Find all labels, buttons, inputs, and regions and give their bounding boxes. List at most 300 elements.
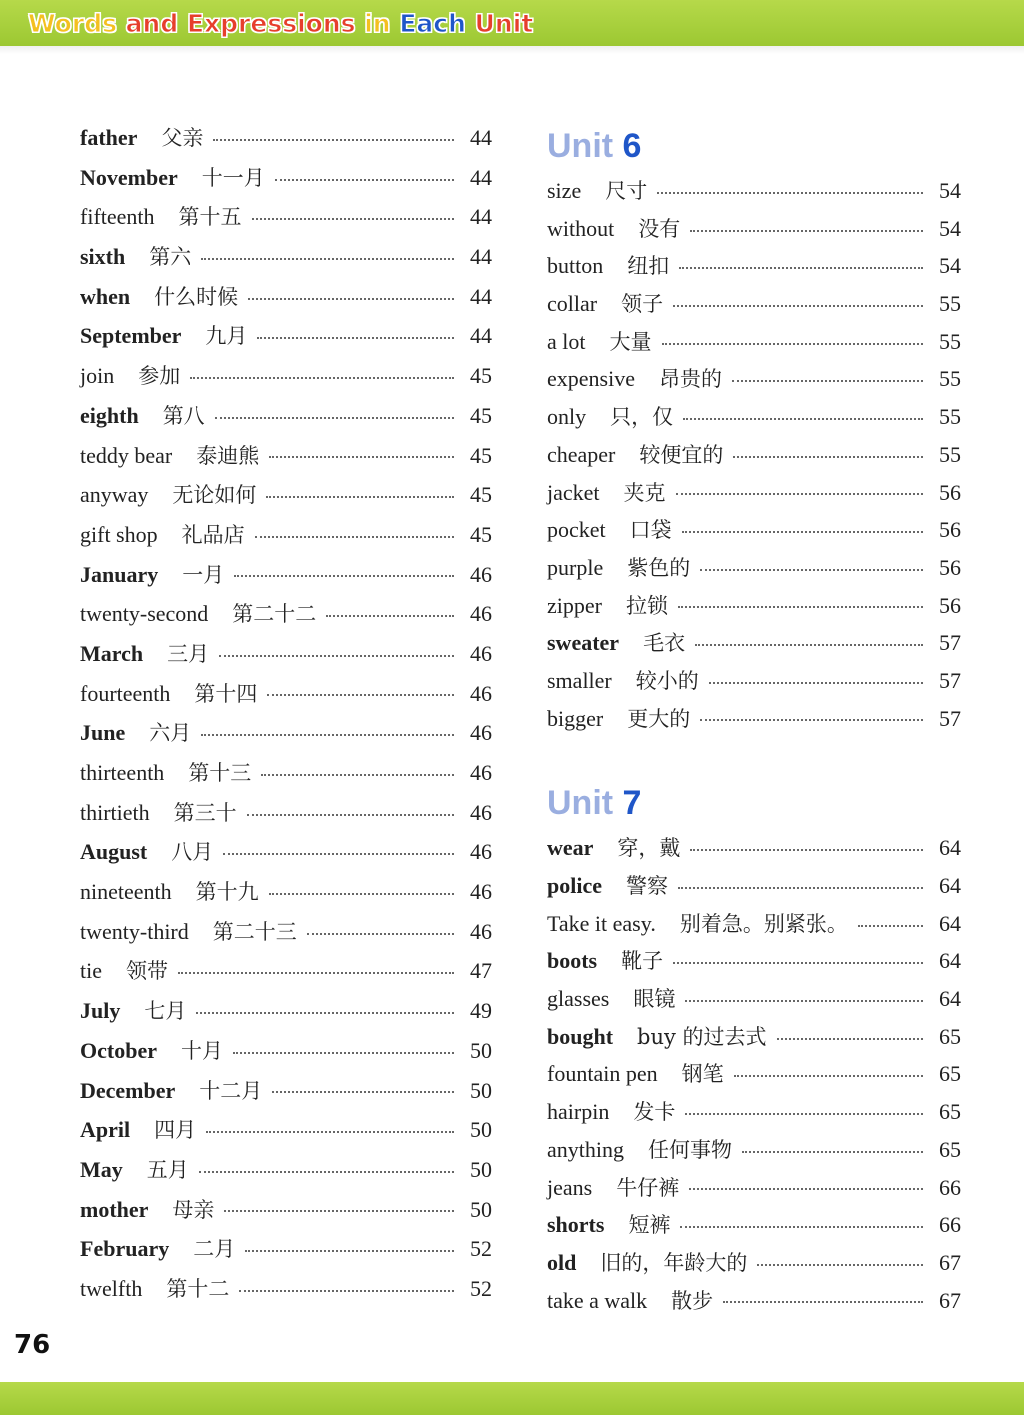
dotted-leader — [662, 343, 924, 345]
chinese-meaning: 四月 — [154, 1118, 197, 1143]
page-ref: 49 — [470, 998, 492, 1024]
dotted-leader — [219, 655, 454, 657]
dotted-leader — [269, 893, 454, 895]
page-ref: 65 — [939, 1136, 961, 1162]
chinese-meaning: 十一月 — [201, 165, 265, 190]
chinese-meaning: 大量 — [609, 329, 652, 354]
page-ref: 46 — [470, 640, 492, 666]
chinese-meaning: 母亲 — [172, 1197, 215, 1222]
english-word: glasses — [547, 986, 610, 1012]
vocab-entry — [547, 1093, 961, 1131]
dotted-leader — [673, 305, 923, 307]
unit-heading-number: 6 — [622, 127, 642, 165]
right-column-list — [547, 120, 961, 1319]
page-ref: 44 — [470, 323, 492, 349]
dotted-leader — [682, 531, 923, 533]
english-word: shorts — [547, 1212, 605, 1238]
english-word: fountain pen — [547, 1061, 658, 1087]
english-word: July — [80, 998, 121, 1024]
dotted-leader — [676, 493, 923, 495]
page-ref: 56 — [939, 479, 961, 505]
english-word: zipper — [547, 592, 602, 618]
dotted-leader — [757, 1264, 923, 1266]
chinese-meaning: 穿，戴 — [617, 836, 681, 861]
vocab-entry — [80, 436, 492, 476]
dotted-leader — [269, 456, 454, 458]
english-word: bought — [547, 1023, 614, 1049]
page-ref: 67 — [939, 1287, 961, 1313]
english-word: twenty-third — [80, 918, 189, 944]
page-ref: 46 — [470, 918, 492, 944]
vocab-entry — [80, 753, 492, 793]
dotted-leader — [777, 1038, 923, 1040]
chinese-meaning: 参加 — [138, 364, 181, 389]
page-ref: 56 — [939, 592, 961, 618]
dotted-leader — [266, 496, 454, 498]
dotted-leader — [683, 418, 923, 420]
chinese-meaning: 昂贵的 — [658, 367, 722, 392]
english-word: September — [80, 323, 182, 349]
chinese-meaning: 更大的 — [627, 706, 691, 731]
header-title-part: Unit — [465, 9, 534, 38]
vocab-entry — [80, 1031, 492, 1071]
header-title-part: Each — [399, 9, 466, 38]
page-ref: 50 — [470, 1156, 492, 1182]
unit-heading — [547, 120, 961, 172]
chinese-meaning: 第十五 — [178, 205, 242, 230]
page-ref: 50 — [470, 1196, 492, 1222]
page-ref: 44 — [470, 125, 492, 150]
english-word: button — [547, 253, 604, 279]
page-ref: 44 — [470, 244, 492, 270]
chinese-meaning: 任何事物 — [648, 1137, 732, 1162]
page-ref: 52 — [470, 1275, 492, 1301]
dotted-leader — [742, 1151, 923, 1153]
english-word: teddy bear — [80, 442, 173, 468]
vocab-entry — [80, 356, 492, 396]
chinese-meaning: 九月 — [205, 324, 248, 349]
vocab-entry — [80, 1190, 492, 1230]
vocab-entry — [80, 1071, 492, 1111]
page-ref: 45 — [470, 442, 492, 468]
dotted-leader — [700, 569, 923, 571]
vocab-entry — [80, 197, 492, 237]
page-ref: 50 — [470, 1037, 492, 1063]
vocab-entry — [547, 624, 961, 662]
english-word: anyway — [80, 482, 149, 508]
dotted-leader — [247, 814, 454, 816]
page-ref: 64 — [939, 873, 961, 898]
page-ref: 55 — [939, 291, 961, 317]
english-word: twenty-second — [80, 601, 209, 627]
vocab-entry — [80, 1269, 492, 1309]
vocab-entry — [80, 158, 492, 198]
chinese-meaning: 二月 — [193, 1237, 236, 1262]
page-ref: 55 — [939, 328, 961, 354]
page-ref: 57 — [939, 705, 961, 731]
chinese-meaning: 没有 — [638, 216, 681, 241]
vocab-entry — [547, 587, 961, 625]
page-ref: 46 — [470, 601, 492, 627]
dotted-leader — [307, 933, 454, 935]
chinese-meaning: 较小的 — [635, 668, 699, 693]
english-word: father — [80, 125, 138, 150]
dotted-leader — [234, 575, 454, 577]
english-word: Take it easy. — [547, 910, 656, 936]
chinese-meaning: 毛衣 — [643, 631, 686, 656]
english-word: February — [80, 1236, 170, 1262]
english-word: mother — [80, 1196, 149, 1222]
chinese-meaning: 泰迪熊 — [196, 443, 260, 468]
dotted-leader — [252, 218, 454, 220]
page-ref: 47 — [470, 958, 492, 984]
chinese-meaning: 第六 — [149, 245, 192, 270]
vocab-entry — [547, 172, 961, 210]
vocab-entry — [547, 323, 961, 361]
english-word: purple — [547, 554, 604, 580]
page-ref: 65 — [939, 1023, 961, 1049]
dotted-leader — [199, 1171, 454, 1173]
english-word: fifteenth — [80, 204, 155, 230]
unit-heading-word: Unit — [547, 784, 614, 823]
vocab-entry — [80, 237, 492, 277]
dotted-leader — [201, 258, 454, 260]
chinese-meaning: 警察 — [626, 874, 668, 898]
english-word: thirteenth — [80, 760, 165, 785]
page-ref: 50 — [470, 1077, 492, 1103]
english-word: October — [80, 1037, 157, 1063]
english-word: size — [547, 178, 582, 203]
dotted-leader — [690, 230, 923, 232]
vocab-entry — [80, 713, 492, 753]
chinese-meaning: 短裤 — [628, 1213, 671, 1238]
footer-band — [0, 1382, 1024, 1415]
vocab-entry — [80, 396, 492, 436]
dotted-leader — [245, 1250, 454, 1252]
vocab-entry — [547, 1018, 961, 1056]
english-word: nineteenth — [80, 879, 172, 905]
english-word: take a walk — [547, 1287, 648, 1313]
page-ref: 67 — [939, 1249, 961, 1275]
vocab-entry — [547, 1206, 961, 1244]
chinese-meaning: 第三十 — [173, 800, 237, 825]
vocab-entry — [80, 1110, 492, 1150]
chinese-meaning: 第八 — [162, 403, 205, 428]
dotted-leader — [723, 1301, 923, 1303]
vocab-entry — [80, 1150, 492, 1190]
chinese-meaning: buy 的过去式 — [637, 1024, 767, 1049]
chinese-meaning: 尺寸 — [605, 179, 648, 203]
english-word: bigger — [547, 705, 604, 731]
chinese-meaning: 散步 — [671, 1288, 714, 1313]
dotted-leader — [213, 139, 454, 141]
english-word: May — [80, 1156, 123, 1182]
vocab-entry — [547, 1244, 961, 1282]
page-ref: 46 — [470, 561, 492, 587]
page-ref: 54 — [939, 253, 961, 279]
page-ref: 65 — [939, 1061, 961, 1087]
page-ref: 44 — [470, 204, 492, 230]
dotted-leader — [657, 192, 923, 194]
unit-heading-number: 7 — [622, 784, 642, 823]
page-ref: 54 — [939, 215, 961, 241]
dotted-leader — [215, 417, 454, 419]
english-word: without — [547, 215, 615, 241]
english-word: smaller — [547, 667, 612, 693]
chinese-meaning: 八月 — [171, 840, 214, 865]
vocab-entry — [80, 475, 492, 515]
english-word: June — [80, 720, 126, 746]
vocab-entry — [80, 634, 492, 674]
english-word: December — [80, 1077, 176, 1103]
vocab-entry — [80, 555, 492, 595]
chinese-meaning: 紫色的 — [627, 555, 691, 580]
vocab-entry — [547, 829, 961, 867]
vocab-entry — [80, 277, 492, 317]
chinese-meaning: 口袋 — [629, 518, 672, 543]
vocab-entry — [547, 360, 961, 398]
chinese-meaning: 领子 — [621, 292, 664, 317]
page-ref: 45 — [470, 521, 492, 547]
english-word: only — [547, 404, 587, 430]
dotted-leader — [680, 1226, 923, 1228]
chinese-meaning: 别着急。别紧张。 — [679, 911, 848, 936]
dotted-leader — [733, 456, 923, 458]
page-ref: 66 — [939, 1174, 961, 1200]
vocab-entry — [547, 474, 961, 512]
header-title-part: Words — [28, 9, 117, 38]
english-word: sweater — [547, 630, 620, 656]
chinese-meaning: 一月 — [182, 562, 225, 587]
english-word: April — [80, 1117, 131, 1143]
dotted-leader — [223, 853, 454, 855]
dotted-leader — [257, 337, 454, 339]
english-word: wear — [547, 835, 594, 861]
page-ref: 57 — [939, 630, 961, 656]
vocab-entry — [547, 1169, 961, 1207]
page-ref: 56 — [939, 554, 961, 580]
vocab-entry — [547, 942, 961, 980]
dotted-leader — [275, 179, 454, 181]
dotted-leader — [224, 1210, 454, 1212]
dotted-leader — [690, 849, 923, 851]
vocab-entry — [80, 793, 492, 833]
vocab-entry — [80, 872, 492, 912]
english-word: pocket — [547, 517, 606, 543]
chinese-meaning: 什么时候 — [154, 284, 239, 309]
dotted-leader — [689, 1188, 923, 1190]
english-word: sixth — [80, 244, 126, 270]
page-ref: 65 — [939, 1099, 961, 1125]
dotted-leader — [678, 606, 923, 608]
dotted-leader — [206, 1131, 454, 1133]
english-word: boots — [547, 948, 598, 974]
dotted-leader — [190, 377, 454, 379]
page-ref: 46 — [470, 720, 492, 746]
english-word: old — [547, 1249, 577, 1275]
page-ref: 54 — [939, 178, 961, 203]
page-ref: 64 — [939, 948, 961, 974]
dotted-leader — [267, 694, 454, 696]
page-ref: 55 — [939, 441, 961, 467]
dotted-leader — [272, 1091, 454, 1093]
chinese-meaning: 夹克 — [623, 480, 666, 505]
dotted-leader — [233, 1052, 454, 1054]
left-column-list — [80, 118, 492, 1309]
dotted-leader — [709, 682, 923, 684]
english-word: jeans — [547, 1174, 593, 1200]
dotted-leader — [858, 925, 923, 927]
chinese-meaning: 发卡 — [633, 1100, 676, 1125]
english-word: March — [80, 640, 144, 666]
header-title-part: and — [116, 9, 187, 38]
english-word: when — [80, 283, 131, 309]
dotted-leader — [679, 267, 923, 269]
chinese-meaning: 旧的，年龄大的 — [600, 1250, 748, 1275]
chinese-meaning: 第二十二 — [232, 602, 317, 627]
chinese-meaning: 第十四 — [194, 681, 258, 706]
dotted-leader — [201, 734, 454, 736]
chinese-meaning: 第二十三 — [212, 919, 297, 944]
dotted-leader — [732, 380, 923, 382]
dotted-leader — [261, 774, 454, 776]
dotted-leader — [239, 1290, 454, 1292]
vocab-entry — [547, 1282, 961, 1320]
page-ref: 64 — [939, 910, 961, 936]
page-ref: 55 — [939, 404, 961, 430]
vocab-entry — [547, 700, 961, 738]
dotted-leader — [196, 1012, 454, 1014]
chinese-meaning: 无论如何 — [172, 483, 257, 508]
vocab-entry — [80, 594, 492, 634]
page-number: 76 — [14, 1330, 51, 1360]
vocab-entry — [547, 1131, 961, 1169]
english-word: November — [80, 164, 178, 190]
chinese-meaning: 七月 — [144, 999, 187, 1024]
page-ref: 55 — [939, 366, 961, 392]
dotted-leader — [248, 298, 454, 300]
vocab-entry — [80, 515, 492, 555]
vocab-entry — [547, 549, 961, 587]
page-ref: 46 — [470, 839, 492, 865]
unit-heading-word: Unit — [547, 127, 614, 165]
vocab-entry — [80, 951, 492, 991]
english-word: join — [80, 363, 115, 389]
english-word: hairpin — [547, 1099, 610, 1125]
english-word: expensive — [547, 366, 635, 392]
page-ref: 56 — [939, 517, 961, 543]
dotted-leader — [255, 536, 454, 538]
vocab-entry — [547, 1055, 961, 1093]
dotted-leader — [695, 644, 923, 646]
page-ref: 50 — [470, 1117, 492, 1143]
vocab-entry — [80, 118, 492, 158]
page-ref: 45 — [470, 402, 492, 428]
english-word: eighth — [80, 402, 139, 428]
page-ref: 66 — [939, 1212, 961, 1238]
chinese-meaning: 只，仅 — [610, 405, 674, 430]
header-title-part: Expressions — [186, 9, 356, 38]
chinese-meaning: 纽扣 — [627, 254, 670, 279]
vocab-entry — [80, 832, 492, 872]
chinese-meaning: 第十九 — [195, 880, 259, 905]
english-word: a lot — [547, 328, 586, 354]
page-ref: 44 — [470, 283, 492, 309]
dotted-leader — [685, 1000, 923, 1002]
chinese-meaning: 拉锁 — [625, 593, 668, 618]
english-word: January — [80, 561, 159, 587]
english-word: cheaper — [547, 441, 616, 467]
vocab-entry — [547, 511, 961, 549]
chinese-meaning: 靴子 — [621, 949, 664, 974]
chinese-meaning: 十二月 — [199, 1078, 263, 1103]
chinese-meaning: 钢笔 — [681, 1062, 724, 1087]
chinese-meaning: 父亲 — [161, 126, 204, 150]
vocab-entry — [547, 662, 961, 700]
page-ref: 46 — [470, 799, 492, 825]
vocab-entry — [547, 905, 961, 943]
english-word: fourteenth — [80, 680, 171, 706]
english-word: anything — [547, 1136, 624, 1162]
chinese-meaning: 十月 — [180, 1038, 223, 1063]
chinese-meaning: 礼品店 — [181, 522, 245, 547]
english-word: tie — [80, 958, 102, 984]
page-ref: 46 — [470, 680, 492, 706]
page-ref: 64 — [939, 835, 961, 861]
vocab-entry — [547, 210, 961, 248]
dotted-leader — [685, 1113, 923, 1115]
vocab-entry — [547, 436, 961, 474]
chinese-meaning: 第十三 — [188, 761, 252, 785]
chinese-meaning: 较便宜的 — [639, 442, 724, 467]
english-word: twelfth — [80, 1275, 143, 1301]
vocab-entry — [80, 912, 492, 952]
page-ref: 52 — [470, 1236, 492, 1262]
dotted-leader — [700, 719, 923, 721]
dotted-leader — [734, 1075, 923, 1077]
page-ref: 57 — [939, 667, 961, 693]
page-ref: 45 — [470, 482, 492, 508]
dotted-leader — [678, 887, 923, 889]
english-word: gift shop — [80, 521, 158, 547]
vocab-entry — [80, 316, 492, 356]
chinese-meaning: 三月 — [167, 641, 210, 666]
page-ref: 44 — [470, 164, 492, 190]
chinese-meaning: 牛仔裤 — [616, 1175, 680, 1200]
chinese-meaning: 第十二 — [166, 1276, 230, 1301]
chinese-meaning: 领带 — [126, 959, 168, 984]
vocab-entry — [547, 980, 961, 1018]
vocab-entry — [80, 991, 492, 1031]
page-ref: 46 — [470, 760, 492, 785]
dotted-leader — [673, 962, 923, 964]
page-ref: 64 — [939, 986, 961, 1012]
english-word: jacket — [547, 479, 600, 505]
header-title-part: in — [355, 9, 400, 38]
page-ref: 46 — [470, 879, 492, 905]
vocab-entry — [80, 1229, 492, 1269]
chinese-meaning: 六月 — [149, 721, 192, 746]
dotted-leader — [326, 615, 454, 617]
chinese-meaning: 眼镜 — [633, 987, 676, 1012]
vocab-entry — [547, 285, 961, 323]
english-word: thirtieth — [80, 799, 150, 825]
english-word: collar — [547, 291, 598, 317]
unit-heading — [547, 777, 961, 829]
dotted-leader — [178, 972, 454, 974]
page-header-title — [28, 6, 533, 42]
vocab-entry — [547, 867, 961, 905]
